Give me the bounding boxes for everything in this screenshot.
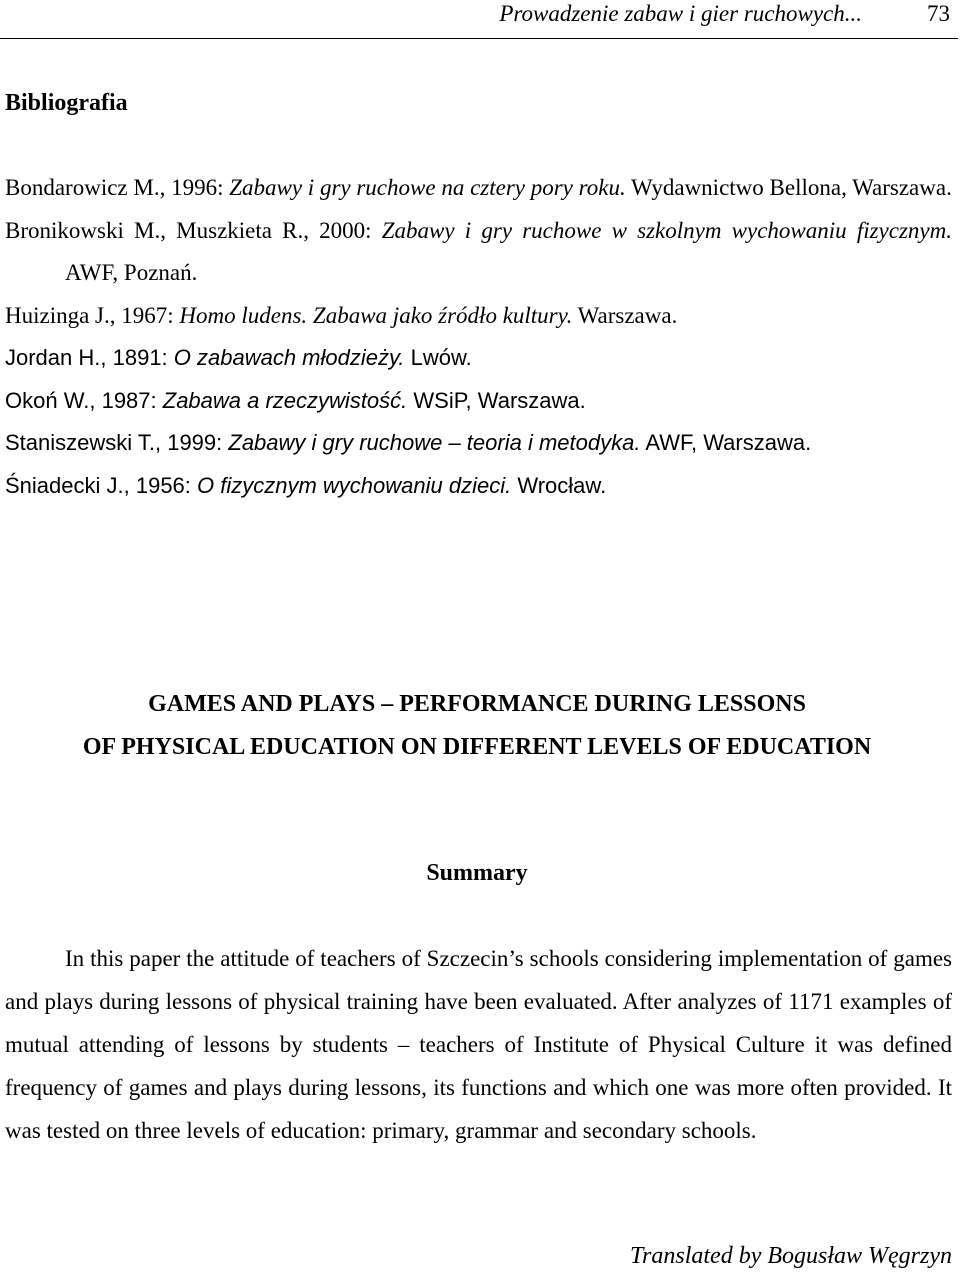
running-title: Prowadzenie zabaw i gier ruchowych... [499,1,862,26]
entry-publisher: Wydawnictwo Bellona, Warszawa. [625,175,952,200]
translator-credit: Translated by Bogusław Węgrzyn [630,1243,952,1269]
entry-title: Zabawy i gry ruchowe w szkolnym wychowaniu fizycznym. [381,217,952,243]
entry-title: Homo ludens. Zabawa jako źródło kultury. [179,302,573,328]
bibliography-entry [5,337,952,380]
entry-author: Bondarowicz M. [5,175,160,200]
paper-title-line-2: OF PHYSICAL EDUCATION ON DIFFERENT LEVELS OF EDUCATION [82,734,872,760]
summary-body: In this paper the attitude of teachers of Szczecin’s schools considering implementation of games and plays during lessons of physical training have been evaluated. After analyzes of 1171 examples of mutual attending of lessons by students – teachers of Institute of Physical Culture it was defined frequency of games and plays during lessons, its functions and which one was more often provided. It was tested on three levels of education: primary, grammar and secondary schools. [5,946,952,1143]
summary-heading: Summary [426,860,528,886]
entry-year: , 2000: [303,217,382,243]
entry-publisher: AWF, Poznań. [65,260,198,285]
bibliography-heading: Bibliografia [5,90,128,116]
entry-title: O zabawach młodzieży. [173,345,405,370]
paper-title-line-1: GAMES AND PLAYS – PERFORMANCE DURING LESSONS [148,691,806,717]
entry-author: Okoń W. [5,387,90,413]
entry-year: , 1967: [109,302,180,328]
bibliography-entry [5,210,952,295]
entry-year: , 1956: [123,472,198,498]
paper-title [0,683,954,769]
entry-author: Huizinga J. [5,302,110,328]
bibliography-list [5,167,952,507]
entry-year: , 1891: [100,345,174,370]
entry-year: , 1987: [89,387,163,413]
entry-author: Śniadecki J. [5,472,124,498]
bibliography-entry [5,422,952,465]
entry-publisher: Warszawa. [572,302,678,328]
entry-publisher: AWF, Warszawa. [640,430,812,455]
page-number: 73 [927,1,950,26]
entry-title: Zabawy i gry ruchowe – teoria i metodyka. [228,430,641,455]
running-header [0,0,952,30]
entry-year: , 1999: [154,430,229,455]
bibliography-entry [5,167,952,210]
entry-title: Zabawa a rzeczywistość. [162,387,408,413]
entry-author: Jordan H. [5,345,101,370]
entry-publisher: WSiP, Warszawa. [407,387,586,413]
entry-title: O fizycznym wychowaniu dzieci. [197,472,512,498]
entry-author: Staniszewski T. [5,430,155,455]
entry-publisher: Wrocław. [511,472,607,498]
bibliography-entry [5,295,952,338]
entry-year: , 1996: [159,175,230,200]
entry-author: Bronikowski M., Muszkieta R. [5,217,304,243]
entry-title: Zabawy i gry ruchowe na cztery pory roku. [229,175,626,200]
bibliography-entry [5,465,952,508]
bibliography-entry [5,380,952,423]
entry-publisher: Lwów. [404,345,472,370]
header-rule [0,38,958,39]
